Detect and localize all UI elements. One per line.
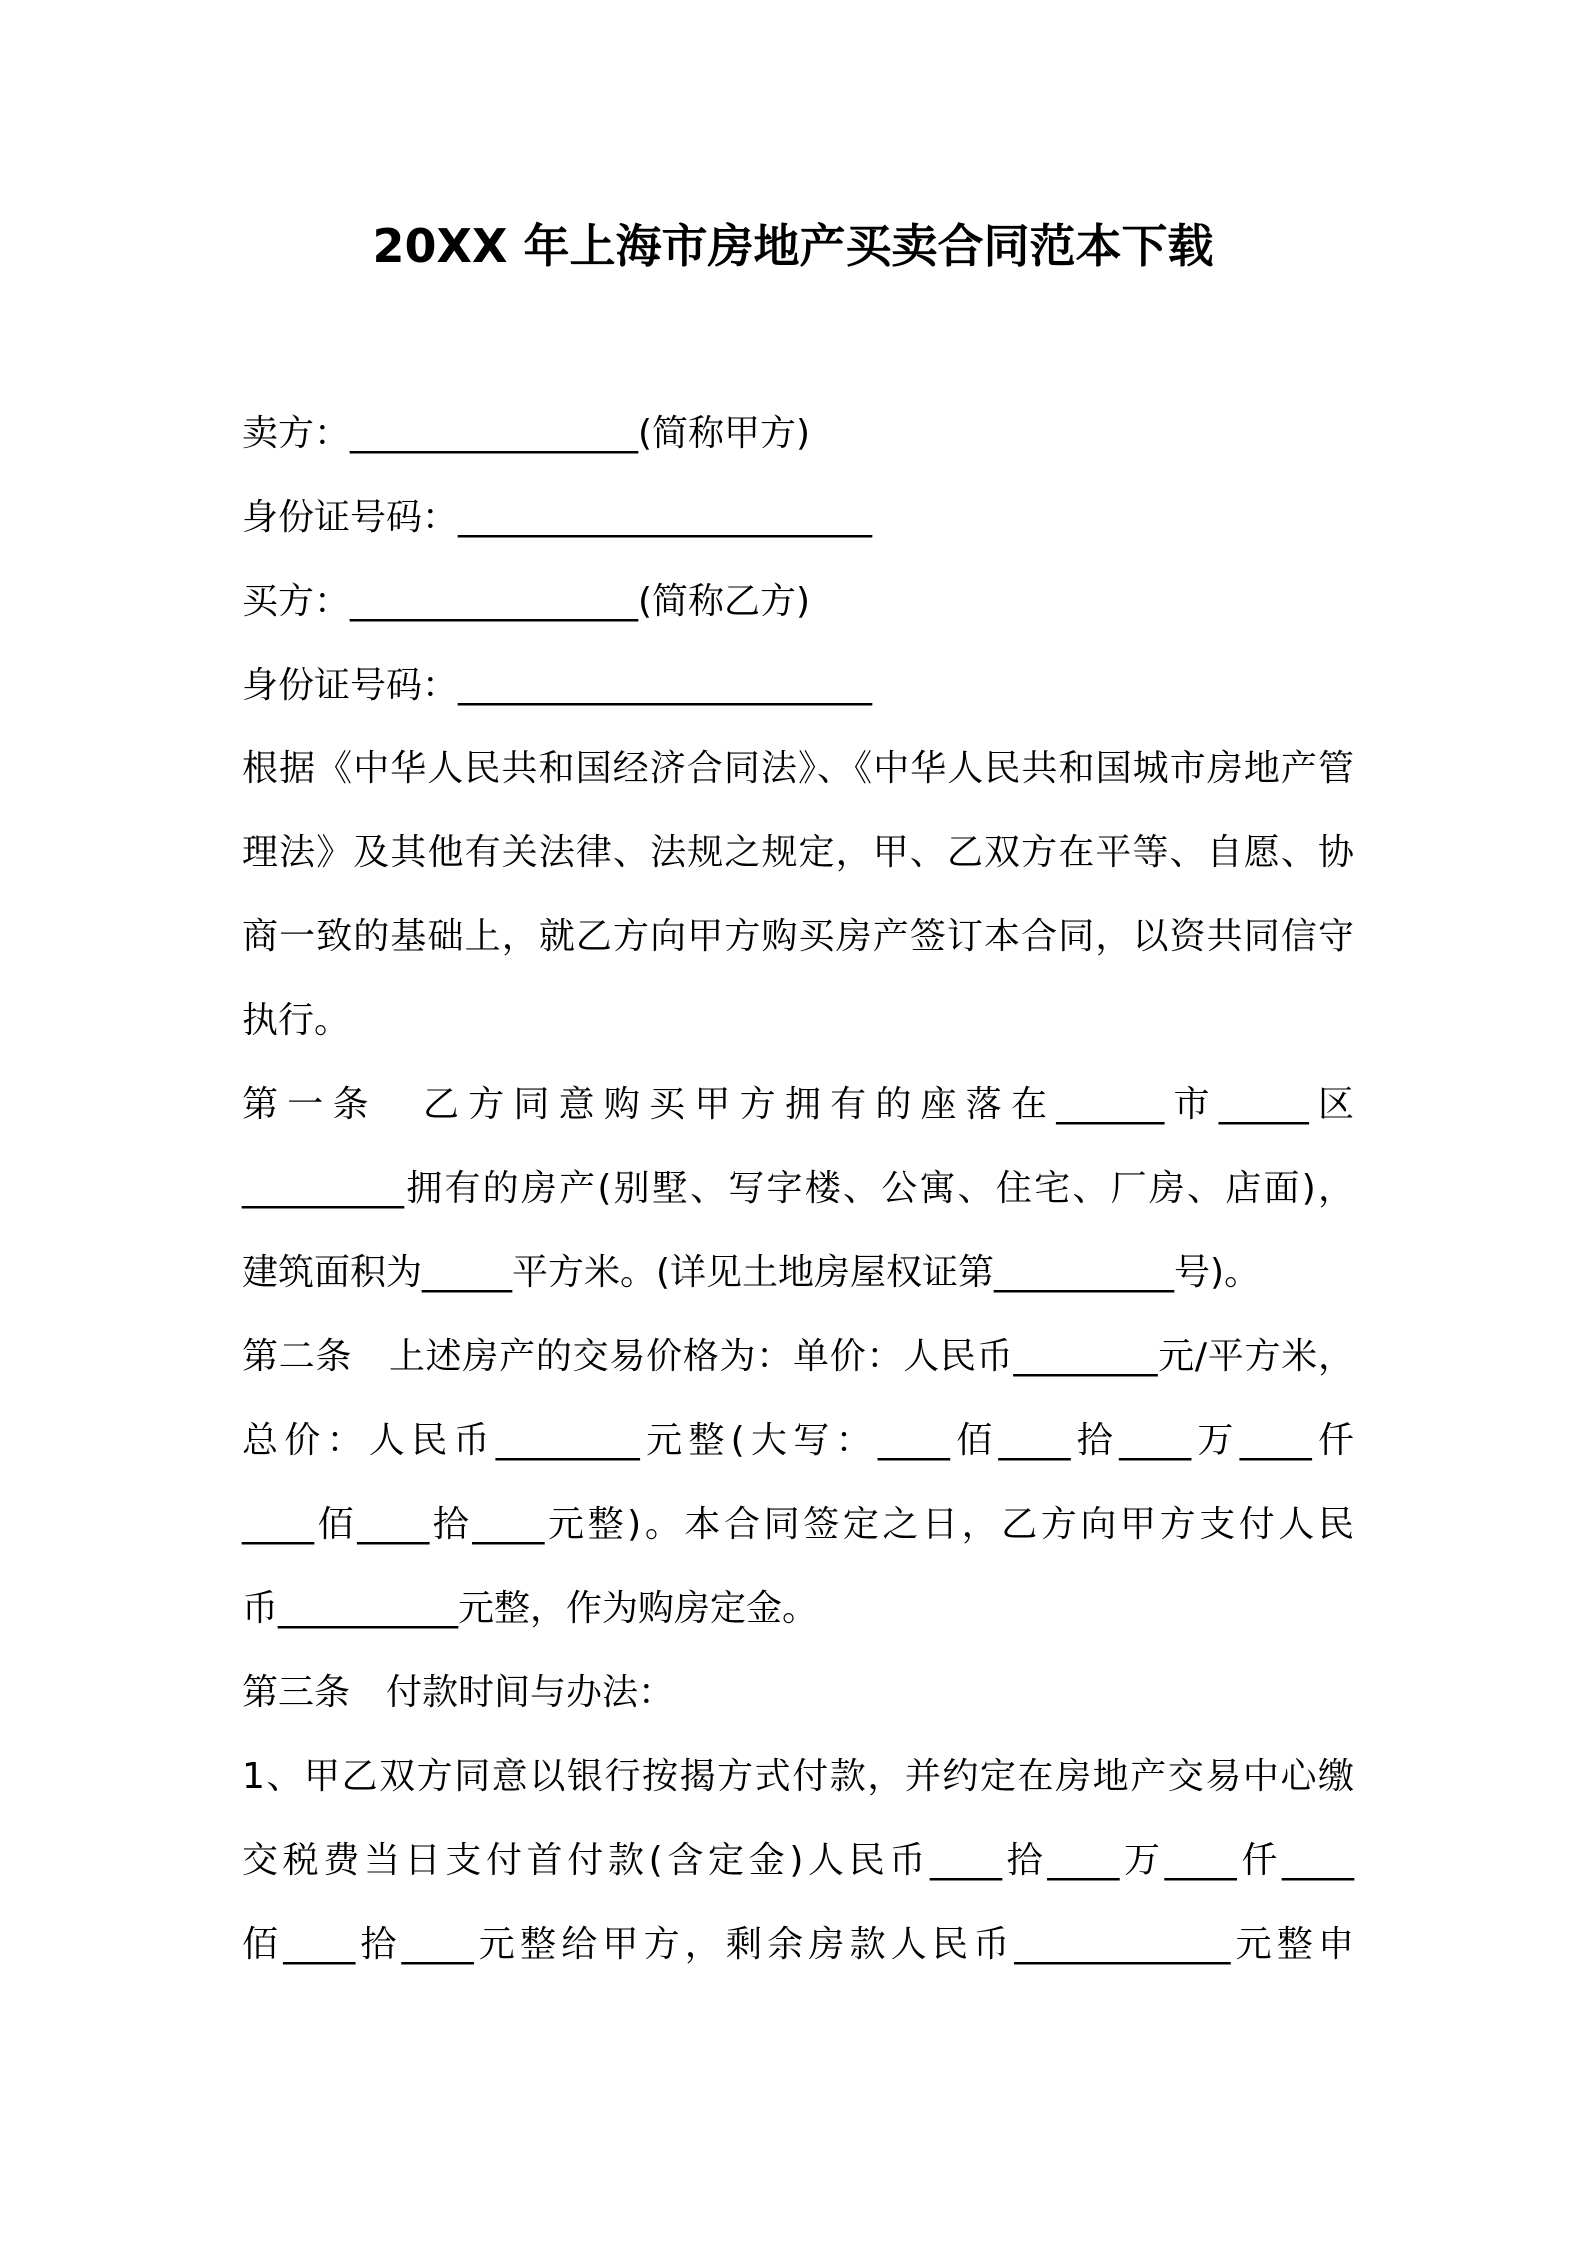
- document-title: 20XX 年上海市房地产买卖合同范本下载: [372, 219, 1214, 273]
- article-2-line: 总价：人民币________元整(大写：____佰____拾____万____仟: [242, 1420, 1354, 1461]
- seller-id-line: 身份证号码：_______________________: [242, 497, 873, 538]
- paragraph-line: 理法》及其他有关法律、法规之规定，甲、乙双方在平等、自愿、协: [242, 832, 1354, 873]
- article-1-line: _________拥有的房产(别墅、写字楼、公寓、住宅、厂房、店面)，: [242, 1168, 1354, 1209]
- article-1-line: 第一条 乙方同意购买甲方拥有的座落在______市_____区: [242, 1084, 1354, 1125]
- paragraph-line: 执行。: [242, 1000, 351, 1041]
- article-3-line: 佰____拾____元整给甲方，剩余房款人民币____________元整申: [242, 1924, 1354, 1965]
- paragraph-line: 根据《中华人民共和国经济合同法》、《中华人民共和国城市房地产管: [242, 748, 1354, 789]
- article-2-line: 第二条 上述房产的交易价格为：单价：人民币________元/平方米，: [242, 1336, 1354, 1377]
- buyer-id-line: 身份证号码：_______________________: [242, 665, 873, 706]
- article-3-line: 1、甲乙双方同意以银行按揭方式付款，并约定在房地产交易中心缴: [242, 1756, 1354, 1797]
- paragraph-line: 商一致的基础上，就乙方向甲方购买房产签订本合同，以资共同信守: [242, 916, 1354, 957]
- article-3-line: 交税费当日支付首付款(含定金)人民币____拾____万____仟____: [242, 1840, 1354, 1881]
- article-3-heading: 第三条 付款时间与办法：: [242, 1672, 675, 1713]
- article-2-line: ____佰____拾____元整)。本合同签定之日，乙方向甲方支付人民: [242, 1504, 1354, 1545]
- seller-line: 卖方：________________(简称甲方): [242, 413, 811, 454]
- article-2-line: 币__________元整，作为购房定金。: [242, 1588, 819, 1629]
- article-1-line: 建筑面积为_____平方米。(详见土地房屋权证第__________号)。: [242, 1252, 1261, 1293]
- buyer-line: 买方：________________(简称乙方): [242, 581, 811, 622]
